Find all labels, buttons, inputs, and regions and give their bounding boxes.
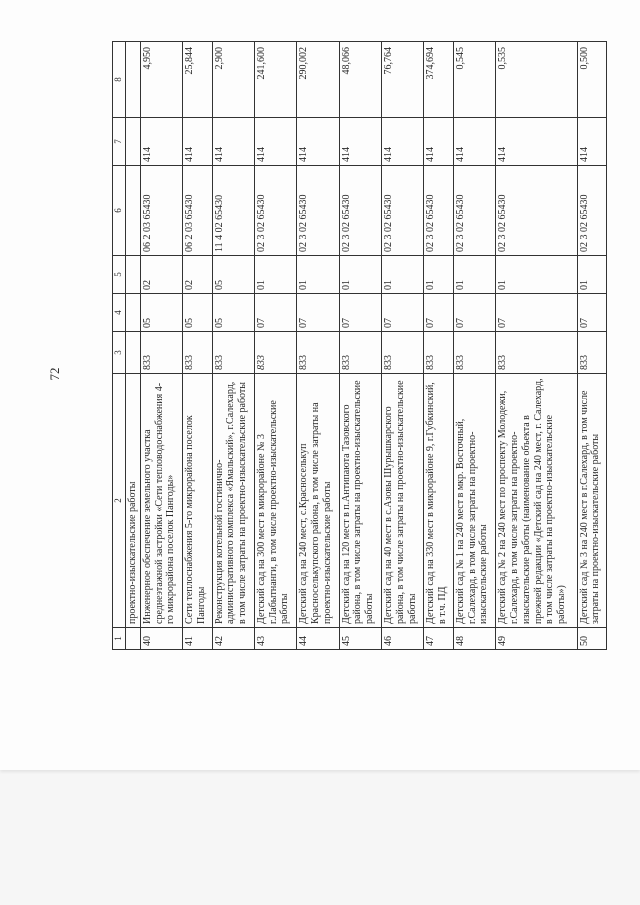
section-code: 07	[254, 294, 296, 332]
ministry-code: 833	[424, 332, 453, 374]
object-name: Детский сад № 1 на 240 мест в мкр. Восточный, г.Салехард, в том числе затраты на проектно-изыскательские работы	[453, 374, 495, 628]
subsection-code: 02	[140, 256, 182, 294]
table-row	[140, 42, 182, 650]
object-name: Детский сад на 40 мест в с.Азовы Шурышкарского района, в том числе затраты на проектно-изыскательские работы	[382, 374, 424, 628]
row-number: 45	[339, 628, 381, 650]
amount-value: 0,500	[577, 42, 606, 118]
table-row	[254, 42, 296, 650]
expense-type-code: 414	[496, 118, 577, 166]
expense-type-code: 414	[183, 118, 212, 166]
amount-value: 290,002	[297, 42, 339, 118]
ministry-code: 833	[297, 332, 339, 374]
amount-value: 241,600	[254, 42, 296, 118]
expense-type-code: 414	[297, 118, 339, 166]
object-name: Детский сад на 330 мест в микрорайоне 9, г.Губкинский, в т.ч. ПД	[424, 374, 453, 628]
row-number: 50	[577, 628, 606, 650]
object-name: Инженерное обеспечение земельного участка среднеэтажной застройки «Сети тепловодоснабжения 4-го микрорайона поселок Пангоды»	[140, 374, 182, 628]
rotated-table-frame	[112, 42, 607, 650]
section-code: 07	[297, 294, 339, 332]
table-cell	[126, 166, 141, 256]
subsection-code: 02	[183, 256, 212, 294]
row-number: 41	[183, 628, 212, 650]
row-number: 48	[453, 628, 495, 650]
section-code: 07	[496, 294, 577, 332]
object-name: Детский сад на 120 мест в п.Антипаюта Тазовского района, в том числе затраты на проектно-изыскательские работы	[339, 374, 381, 628]
target-article-code: 02 3 02 65430	[577, 166, 606, 256]
continuation-row	[126, 42, 141, 650]
row-number: 42	[212, 628, 254, 650]
table-row	[382, 42, 424, 650]
table-row	[297, 42, 339, 650]
ministry-code: 833	[382, 332, 424, 374]
table-row	[212, 42, 254, 650]
ministry-code: 833	[453, 332, 495, 374]
section-code: 07	[453, 294, 495, 332]
amount-value: 76,764	[382, 42, 424, 118]
target-article-code: 02 3 02 65430	[496, 166, 577, 256]
section-code: 07	[382, 294, 424, 332]
row-number: 44	[297, 628, 339, 650]
subsection-code: 01	[424, 256, 453, 294]
target-article-code: 02 3 02 65430	[297, 166, 339, 256]
amount-value: 4,950	[140, 42, 182, 118]
target-article-code: 06 2 03 65430	[140, 166, 182, 256]
row-number: 46	[382, 628, 424, 650]
budget-table	[112, 41, 607, 650]
object-name: Детский сад на 240 мест, с.Красноселькуп Красноселькупского района, в том числе затраты на проектно-изыскательские работы	[297, 374, 339, 628]
table-row	[424, 42, 453, 650]
header-cell: 7	[113, 118, 126, 166]
ministry-code: 833	[254, 332, 296, 374]
row-number: 40	[140, 628, 182, 650]
ministry-code: 833	[140, 332, 182, 374]
amount-value: 48,066	[339, 42, 381, 118]
header-cell: 2	[113, 374, 126, 628]
target-article-code: 11 4 02 65430	[212, 166, 254, 256]
target-article-code: 02 3 02 65430	[382, 166, 424, 256]
section-code: 05	[140, 294, 182, 332]
subsection-code: 05	[212, 256, 254, 294]
expense-type-code: 414	[339, 118, 381, 166]
header-cell: 3	[113, 332, 126, 374]
row-number: 49	[496, 628, 577, 650]
table-row	[496, 42, 577, 650]
table-row	[453, 42, 495, 650]
table-cell	[126, 118, 141, 166]
object-name: Сети теплоснабжения 5-го микрорайона поселок Пангоды	[183, 374, 212, 628]
subsection-code: 01	[496, 256, 577, 294]
ministry-code: 833	[496, 332, 577, 374]
object-name: Детский сад на 300 мест в микрорайоне № 3 г.Лабытнанги, в том числе проектно-изыскательские работы	[254, 374, 296, 628]
target-article-code: 02 3 02 65430	[339, 166, 381, 256]
target-article-code: 06 2 03 65430	[183, 166, 212, 256]
table-row	[183, 42, 212, 650]
expense-type-code: 414	[577, 118, 606, 166]
amount-value: 0,535	[496, 42, 577, 118]
table-cell	[126, 332, 141, 374]
header-cell: 6	[113, 166, 126, 256]
ministry-code: 833	[339, 332, 381, 374]
target-article-code: 02 3 02 65430	[254, 166, 296, 256]
subsection-code: 01	[339, 256, 381, 294]
target-article-code: 02 3 02 65430	[453, 166, 495, 256]
page-number: 72	[47, 367, 62, 381]
amount-value: 0,545	[453, 42, 495, 118]
header-cell: 4	[113, 294, 126, 332]
expense-type-code: 414	[382, 118, 424, 166]
header-cell: 8	[113, 42, 126, 118]
expense-type-code: 414	[140, 118, 182, 166]
header-cell: 1	[113, 628, 126, 650]
amount-value: 25,844	[183, 42, 212, 118]
ministry-code: 833	[212, 332, 254, 374]
section-code: 07	[339, 294, 381, 332]
row-number: 47	[424, 628, 453, 650]
section-code: 07	[424, 294, 453, 332]
expense-type-code: 414	[212, 118, 254, 166]
row-number: 43	[254, 628, 296, 650]
table-row	[577, 42, 606, 650]
column-numbers-row	[113, 42, 126, 650]
expense-type-code: 414	[254, 118, 296, 166]
section-code: 07	[577, 294, 606, 332]
ministry-code: 833	[183, 332, 212, 374]
continuation-text: проектно-изыскательские работы	[126, 374, 141, 628]
table-cell	[126, 628, 141, 650]
object-name: Детский сад № 3 на 240 мест в г.Салехард, в том числе затраты на проектно-изыскательские работы	[577, 374, 606, 628]
table-row	[339, 42, 381, 650]
expense-type-code: 414	[424, 118, 453, 166]
subsection-code: 01	[382, 256, 424, 294]
target-article-code: 02 3 02 65430	[424, 166, 453, 256]
subsection-code: 01	[254, 256, 296, 294]
header-cell: 5	[113, 256, 126, 294]
amount-value: 374,694	[424, 42, 453, 118]
expense-type-code: 414	[453, 118, 495, 166]
object-name: Реконструкция котельной гостинично-административного комплекса «Ямальский», г.Салехард, в том числе затраты на проектно-изыскательские работы	[212, 374, 254, 628]
table-cell	[126, 256, 141, 294]
subsection-code: 01	[577, 256, 606, 294]
table-cell	[126, 294, 141, 332]
object-name: Детский сад № 2 на 240 мест по проспекту Молодежи, г.Салехард, в том числе затраты на проектно-изыскательские работы (наименование объекта в прежней редакции «Детский сад на 240 мест, г. Салехард, в том числе затраты на проектно-изыскательские работы»)	[496, 374, 577, 628]
section-code: 05	[183, 294, 212, 332]
section-code: 05	[212, 294, 254, 332]
subsection-code: 01	[297, 256, 339, 294]
table-container	[112, 42, 607, 650]
table-cell	[126, 42, 141, 118]
subsection-code: 01	[453, 256, 495, 294]
ministry-code: 833	[577, 332, 606, 374]
amount-value: 2,900	[212, 42, 254, 118]
